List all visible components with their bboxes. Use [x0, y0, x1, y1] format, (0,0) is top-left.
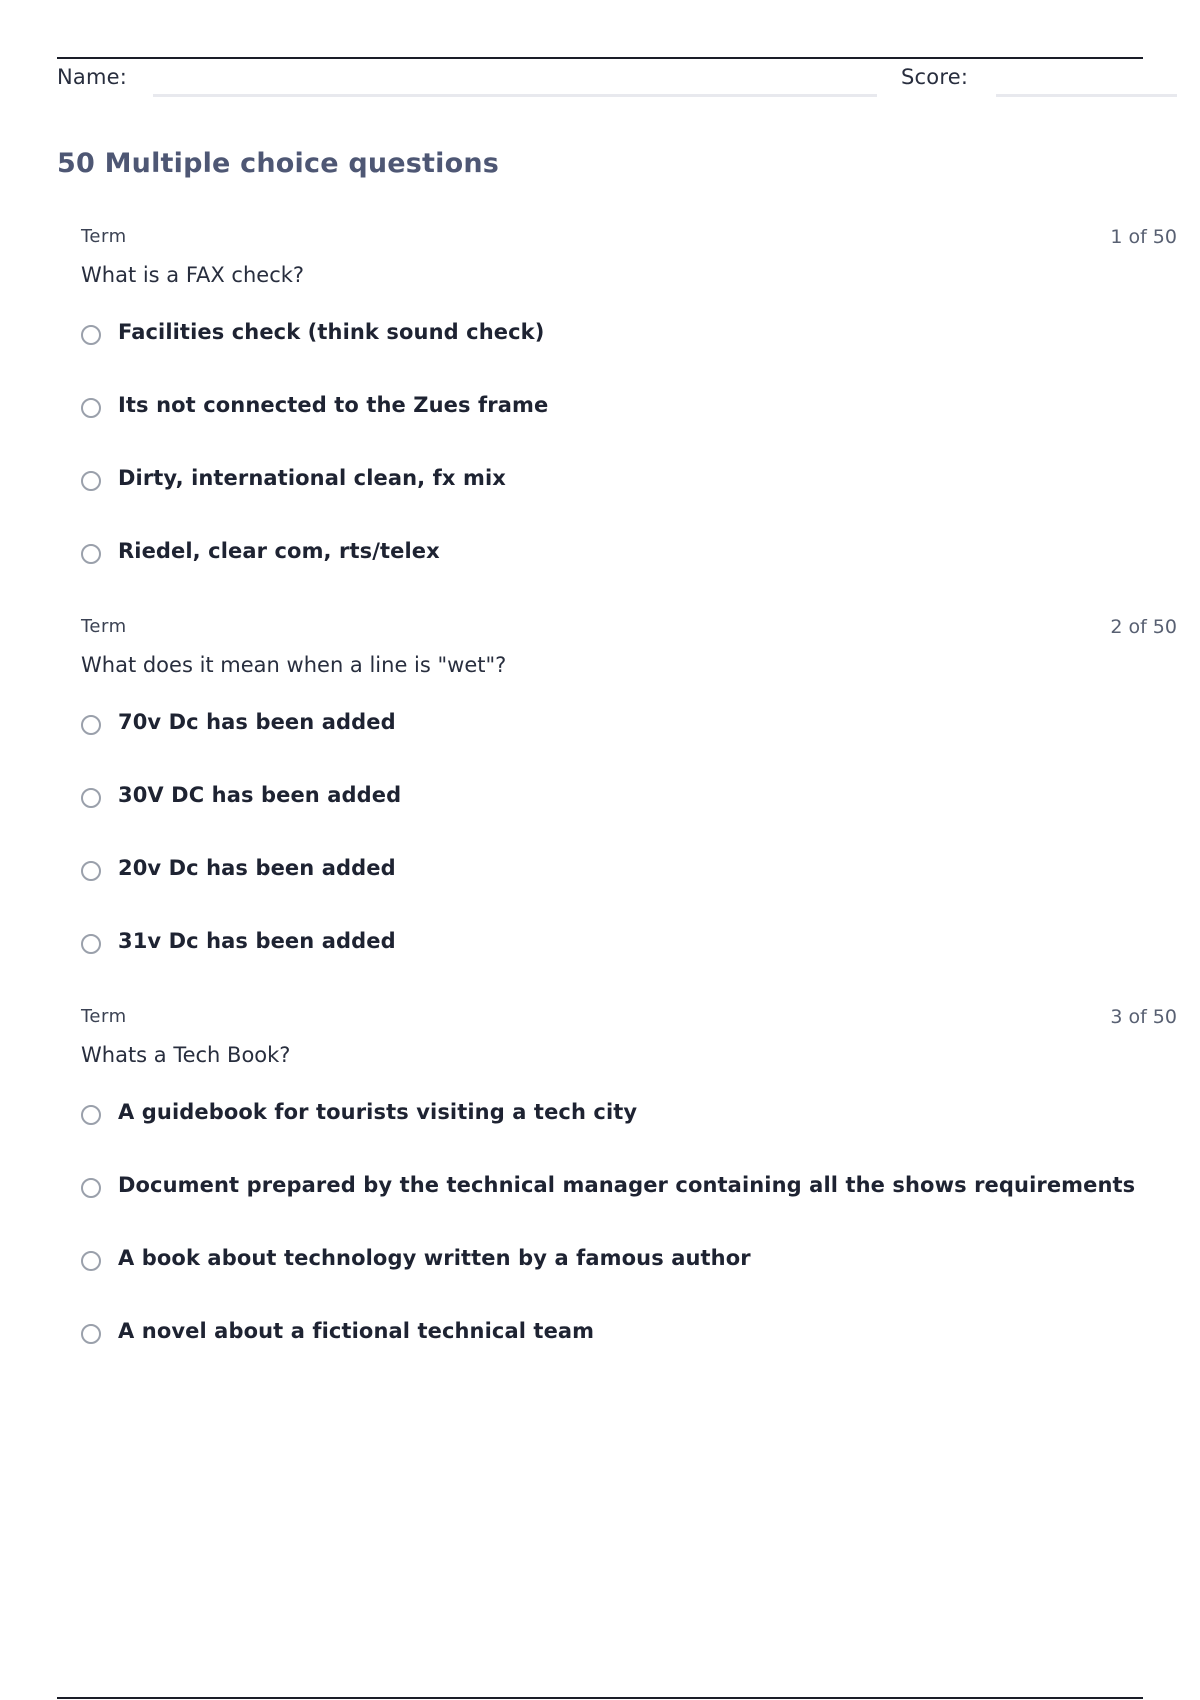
option-label[interactable]: Dirty, international clean, fx mix [118, 466, 506, 490]
option-label[interactable]: 20v Dc has been added [118, 856, 396, 880]
name-label: Name: [57, 65, 128, 89]
radio-button[interactable] [81, 471, 101, 491]
header-row [57, 62, 1177, 102]
option-label[interactable]: A novel about a fictional technical team [118, 1319, 595, 1343]
section-title: 50 Multiple choice questions [57, 148, 500, 179]
option-label[interactable]: Its not connected to the Zues frame [118, 393, 549, 417]
radio-button[interactable] [81, 544, 101, 564]
question-text: What is a FAX check? [81, 263, 305, 287]
question-counter: 2 of 50 [1110, 616, 1177, 638]
radio-button[interactable] [81, 934, 101, 954]
name-field-line[interactable] [153, 94, 877, 97]
score-field-line[interactable] [996, 94, 1177, 97]
radio-button[interactable] [81, 1324, 101, 1344]
question-counter: 1 of 50 [1110, 226, 1177, 248]
score-label: Score: [901, 65, 969, 89]
question-counter: 3 of 50 [1110, 1006, 1177, 1028]
question-text: Whats a Tech Book? [81, 1043, 291, 1067]
term-label: Term [81, 1006, 127, 1027]
question-text: What does it mean when a line is "wet"? [81, 653, 507, 677]
radio-button[interactable] [81, 715, 101, 735]
radio-button[interactable] [81, 1251, 101, 1271]
bottom-rule [57, 1697, 1143, 1699]
radio-button[interactable] [81, 788, 101, 808]
option-label[interactable]: Riedel, clear com, rts/telex [118, 539, 440, 563]
radio-button[interactable] [81, 861, 101, 881]
option-label[interactable]: Facilities check (think sound check) [118, 320, 545, 344]
option-label[interactable]: A guidebook for tourists visiting a tech city [118, 1100, 638, 1124]
radio-button[interactable] [81, 1105, 101, 1125]
option-label[interactable]: 30V DC has been added [118, 783, 402, 807]
option-label[interactable]: A book about technology written by a famous author [118, 1246, 751, 1270]
option-label[interactable]: 31v Dc has been added [118, 929, 396, 953]
top-rule [57, 57, 1143, 59]
option-label[interactable]: Document prepared by the technical manager containing all the shows requirements [118, 1173, 1136, 1197]
radio-button[interactable] [81, 325, 101, 345]
radio-button[interactable] [81, 1178, 101, 1198]
option-label[interactable]: 70v Dc has been added [118, 710, 396, 734]
term-label: Term [81, 616, 127, 637]
term-label: Term [81, 226, 127, 247]
radio-button[interactable] [81, 398, 101, 418]
